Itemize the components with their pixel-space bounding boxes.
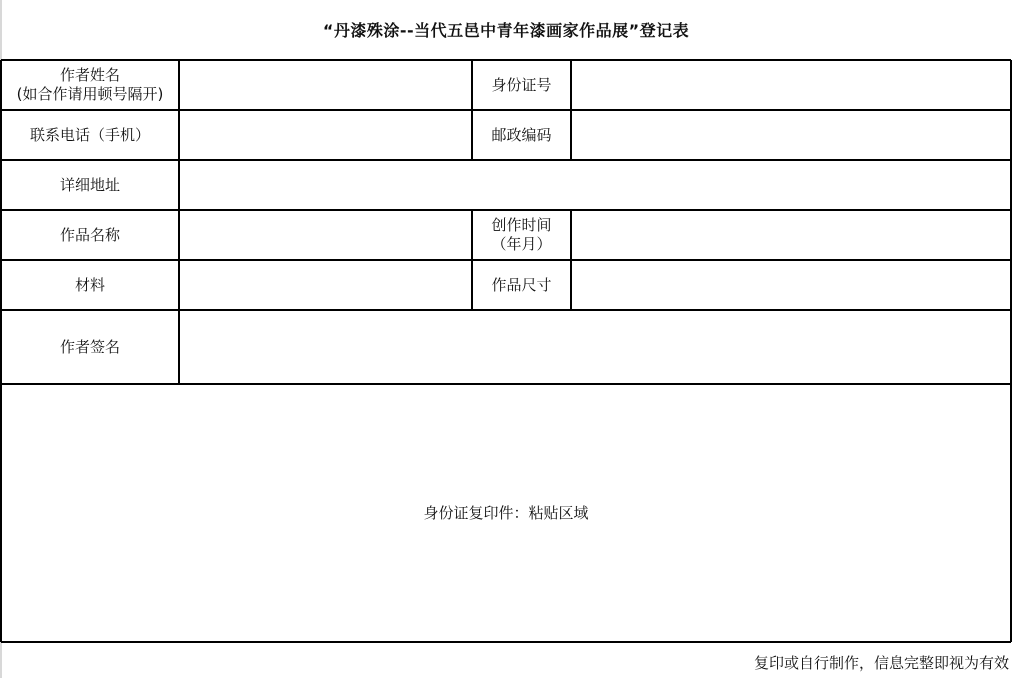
form-title: “丹漆殊涂--当代五邑中青年漆画家作品展”登记表 bbox=[322, 21, 690, 40]
signature-field[interactable] bbox=[180, 311, 1010, 383]
postal-code-label: 邮政编码 bbox=[491, 125, 552, 144]
material-label: 材料 bbox=[74, 275, 105, 294]
material-field[interactable] bbox=[180, 261, 471, 309]
work-size-label: 作品尺寸 bbox=[491, 275, 552, 294]
id-copy-area-label: 身份证复印件：粘贴区域 bbox=[423, 503, 589, 522]
author-name-label-line1: 作者姓名 bbox=[59, 66, 120, 84]
creation-time-label bbox=[473, 211, 570, 259]
address-label: 详细地址 bbox=[59, 175, 120, 194]
footer-note: 复印或自行制作，信息完整即视为有效 bbox=[753, 654, 1009, 672]
creation-time-field[interactable] bbox=[572, 211, 1010, 259]
id-copy-paste-area bbox=[2, 385, 1010, 641]
signature-label: 作者签名 bbox=[59, 337, 120, 356]
id-number-label: 身份证号 bbox=[491, 75, 552, 94]
author-name-label-line2: (如合作请用顿号隔开) bbox=[16, 85, 164, 103]
phone-label: 联系电话（手机） bbox=[29, 125, 150, 144]
postal-code-field[interactable] bbox=[572, 111, 1010, 159]
id-number-field[interactable] bbox=[572, 61, 1010, 109]
work-size-field[interactable] bbox=[572, 261, 1010, 309]
address-field[interactable] bbox=[180, 161, 1010, 209]
author-name-field[interactable] bbox=[180, 61, 471, 109]
phone-field[interactable] bbox=[180, 111, 471, 159]
creation-time-label-line2: （年月） bbox=[491, 235, 552, 253]
creation-time-label-line1: 创作时间 bbox=[491, 216, 552, 234]
work-title-label: 作品名称 bbox=[59, 225, 120, 244]
author-name-label bbox=[2, 61, 178, 109]
work-title-field[interactable] bbox=[180, 211, 471, 259]
